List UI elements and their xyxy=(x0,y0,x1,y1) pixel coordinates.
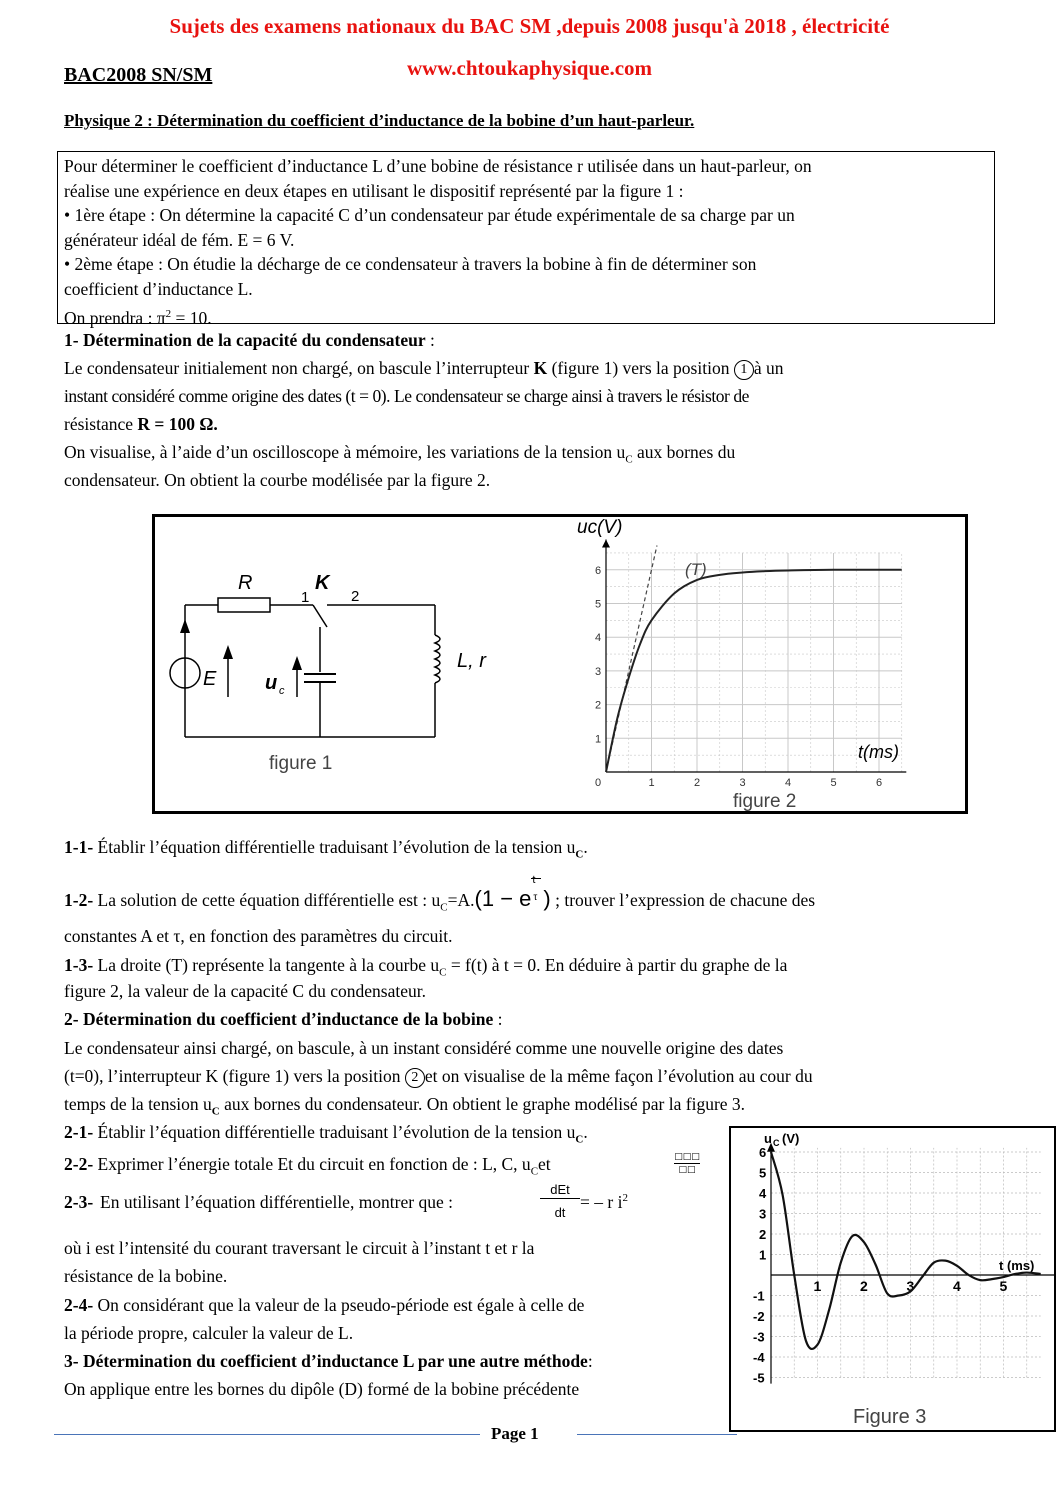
x-tick-label: 4 xyxy=(785,777,792,789)
figure2-chart xyxy=(565,517,965,811)
y-tick-label: 5 xyxy=(595,598,602,611)
y-tick-label: 4 xyxy=(759,1186,767,1201)
x-tick-label: 1 xyxy=(813,1278,822,1294)
exam-label: BAC2008 SN/SM xyxy=(64,64,213,86)
intro-line: coefficient d’inductance L. xyxy=(64,278,253,299)
exercise-heading: Physique 2 : Détermination du coefficient d’inductance de la bobine d’un haut-parleur. xyxy=(64,111,695,130)
figure2-caption: figure 2 xyxy=(733,791,797,811)
x-axis-label: t (ms) xyxy=(999,1258,1035,1273)
intro-line: • 1ère étape : On détermine la capacité C d’un condensateur par étude expérimentale de sa charge par un xyxy=(64,205,795,226)
y-tick-label: 1 xyxy=(759,1247,767,1263)
footer-rule-left xyxy=(54,1434,480,1435)
x-tick-label: 4 xyxy=(953,1278,961,1294)
y-axis-arrow xyxy=(602,539,610,547)
x-tick-label: 0 xyxy=(595,777,602,789)
question-2-3-continued: où i est l’intensité du courant traversant le circuit à l’instant t et r la xyxy=(64,1238,535,1258)
y-tick-label: -1 xyxy=(753,1288,765,1304)
question-2-3-continued: résistance de la bobine. xyxy=(64,1266,228,1286)
part2-heading: 2- Détermination du coefficient d’inductance de la bobine : xyxy=(64,1009,503,1029)
part1-paragraph: Le condensateur initialement non chargé, on bascule l’interrupteur K (figure 1) vers la position 1 à un xyxy=(64,358,784,378)
y-tick-label: 6 xyxy=(595,564,602,577)
part2-paragraph: Le condensateur ainsi chargé, on bascule, à un instant considéré comme une nouvelle origine des dates xyxy=(64,1038,784,1058)
footer-rule-right xyxy=(577,1434,737,1435)
y-tick-label: -2 xyxy=(753,1309,765,1324)
question-1-3-continued: figure 2, la valeur de la capacité C du condensateur. xyxy=(64,981,426,1001)
question-1-2-continued: constantes A et τ, en fonction des paramètres du circuit. xyxy=(64,926,453,946)
tangent-label: (T) xyxy=(685,560,707,579)
question-1-2: 1-2- La solution de cette équation différentielle est : $u_C=A.(1 - e$ t τ ) ; trouver l’expression de chacune des xyxy=(64,874,816,914)
x-tick-label: 1 xyxy=(648,777,655,789)
x-tick-label: 3 xyxy=(906,1278,915,1294)
y-tick-label: -5 xyxy=(753,1370,765,1386)
part3-paragraph: On applique entre les bornes du dipôle (D) formé de la bobine précédente xyxy=(64,1379,580,1399)
part1-paragraph: résistance R = 100 Ω. xyxy=(64,414,218,434)
y-tick-label: 5 xyxy=(759,1165,767,1181)
x-tick-label: 6 xyxy=(876,777,883,789)
intro-line: réalise une expérience en deux étapes en utilisant le dispositif représenté par la figure 1 : xyxy=(64,180,684,201)
intro-line: • 2ème étape : On étudie la décharge de ce condensateur à travers la bobine à fin de déterminer son xyxy=(64,254,757,275)
switch-label: K xyxy=(315,572,330,594)
discharge-curve xyxy=(771,1152,1041,1349)
part1-paragraph: instant considéré comme origine des dates (t = 0). Le condensateur se charge ainsi à travers le résistor de xyxy=(64,386,749,406)
x-tick-label: 3 xyxy=(739,777,746,789)
y-tick-label: 2 xyxy=(595,699,602,712)
position-1-label: 1 xyxy=(301,589,310,606)
x-tick-label: 5 xyxy=(999,1278,1008,1294)
intro-box xyxy=(57,151,995,328)
emf-label: E xyxy=(203,668,217,690)
dt-fraction: □□□ □□ xyxy=(674,1152,700,1175)
part2-paragraph: (t=0), l’interrupteur K (figure 1) vers la position 2 et on visualise de la même façon l’évolution au cour du xyxy=(64,1066,813,1086)
position-2-label: 2 xyxy=(351,588,360,605)
figure1-caption: figure 1 xyxy=(269,753,333,774)
y-tick-label: 4 xyxy=(595,632,602,645)
page-number: Page 1 xyxy=(491,1424,539,1443)
part2-paragraph: temps de la tension $u_C$ aux bornes du condensateur. On obtient le graphe modélisé par la figure 3. xyxy=(64,1094,746,1118)
y-tick-label: 3 xyxy=(759,1206,767,1222)
y-tick-label: 1 xyxy=(595,733,602,746)
y-tick-label: 2 xyxy=(759,1227,767,1242)
question-1-1: 1-1- Établir l’équation différentielle traduisant l’évolution de la tension $u_C$. xyxy=(64,837,588,861)
part3-heading: 3- Détermination du coefficient d’inductance L par une autre méthode: xyxy=(64,1351,593,1371)
question-2-1: 2-1- Établir l’équation différentielle traduisant l’évolution de la tension $u_C$. xyxy=(64,1122,588,1146)
y-tick-label: 3 xyxy=(595,665,602,678)
y-tick-label: -3 xyxy=(753,1329,765,1345)
x-tick-label: 5 xyxy=(830,777,837,789)
figure3-frame xyxy=(729,1126,1056,1432)
question-2-4-continued: la période propre, calculer la valeur de L. xyxy=(64,1323,354,1343)
intro-line: Pour déterminer le coefficient d’inductance L d’une bobine de résistance r utilisée dans un haut-parleur, on xyxy=(64,156,812,176)
resistor-label: R xyxy=(238,572,253,594)
uc-subscript: c xyxy=(279,685,285,697)
website-url[interactable]: www.chtoukaphysique.com xyxy=(406,56,653,80)
intro-line: On prendra : $\pi^2 = 10$. xyxy=(64,307,212,328)
figures-1-2-frame xyxy=(152,514,968,814)
position-1-marker: 1 xyxy=(734,360,754,380)
figure3-caption: Figure 3 xyxy=(853,1406,927,1428)
part1-paragraph: On visualise, à l’aide d’un oscilloscope à mémoire, les variations de la tension $u_C$ aux bornes du xyxy=(64,442,736,466)
part1-heading: 1- Détermination de la capacité du condensateur : xyxy=(64,330,435,350)
document-title: Sujets des examens nationaux du BAC SM ,depuis 2008 jusqu'à 2018 , électricité xyxy=(169,14,890,38)
x-tick-label: 2 xyxy=(860,1278,868,1294)
y-axis-label: uc(V) xyxy=(577,517,623,538)
uc-label: u xyxy=(265,672,278,694)
y-axis-label-sub: C xyxy=(773,1138,780,1148)
question-2-2: 2-2- Exprimer l’énergie totale Et du circuit en fonction de : L, C, $u_Cet$ xyxy=(64,1154,551,1178)
x-tick-label: 2 xyxy=(694,777,701,789)
question-1-3: 1-3- La droite (T) représente la tangente à la courbe $u_C = f(t)$ à t = 0. En déduire à partir du graphe de la xyxy=(64,955,788,979)
y-tick-label: 6 xyxy=(759,1145,767,1160)
part1-paragraph: condensateur. On obtient la courbe modélisée par la figure 2. xyxy=(64,470,491,490)
y-tick-label: -4 xyxy=(753,1350,765,1365)
x-axis-label: t(ms) xyxy=(858,742,899,762)
question-2-4: 2-4- On considérant que la valeur de la pseudo-période est égale à celle de xyxy=(64,1295,585,1315)
coil-label: L, r xyxy=(457,650,486,672)
y-axis-label: u xyxy=(764,1131,772,1146)
figure3-chart xyxy=(731,1128,1054,1430)
intro-line: générateur idéal de fém. E = 6 V. xyxy=(64,229,295,250)
position-2-marker: 2 xyxy=(405,1068,425,1088)
y-axis-label-unit: (V) xyxy=(782,1131,800,1146)
